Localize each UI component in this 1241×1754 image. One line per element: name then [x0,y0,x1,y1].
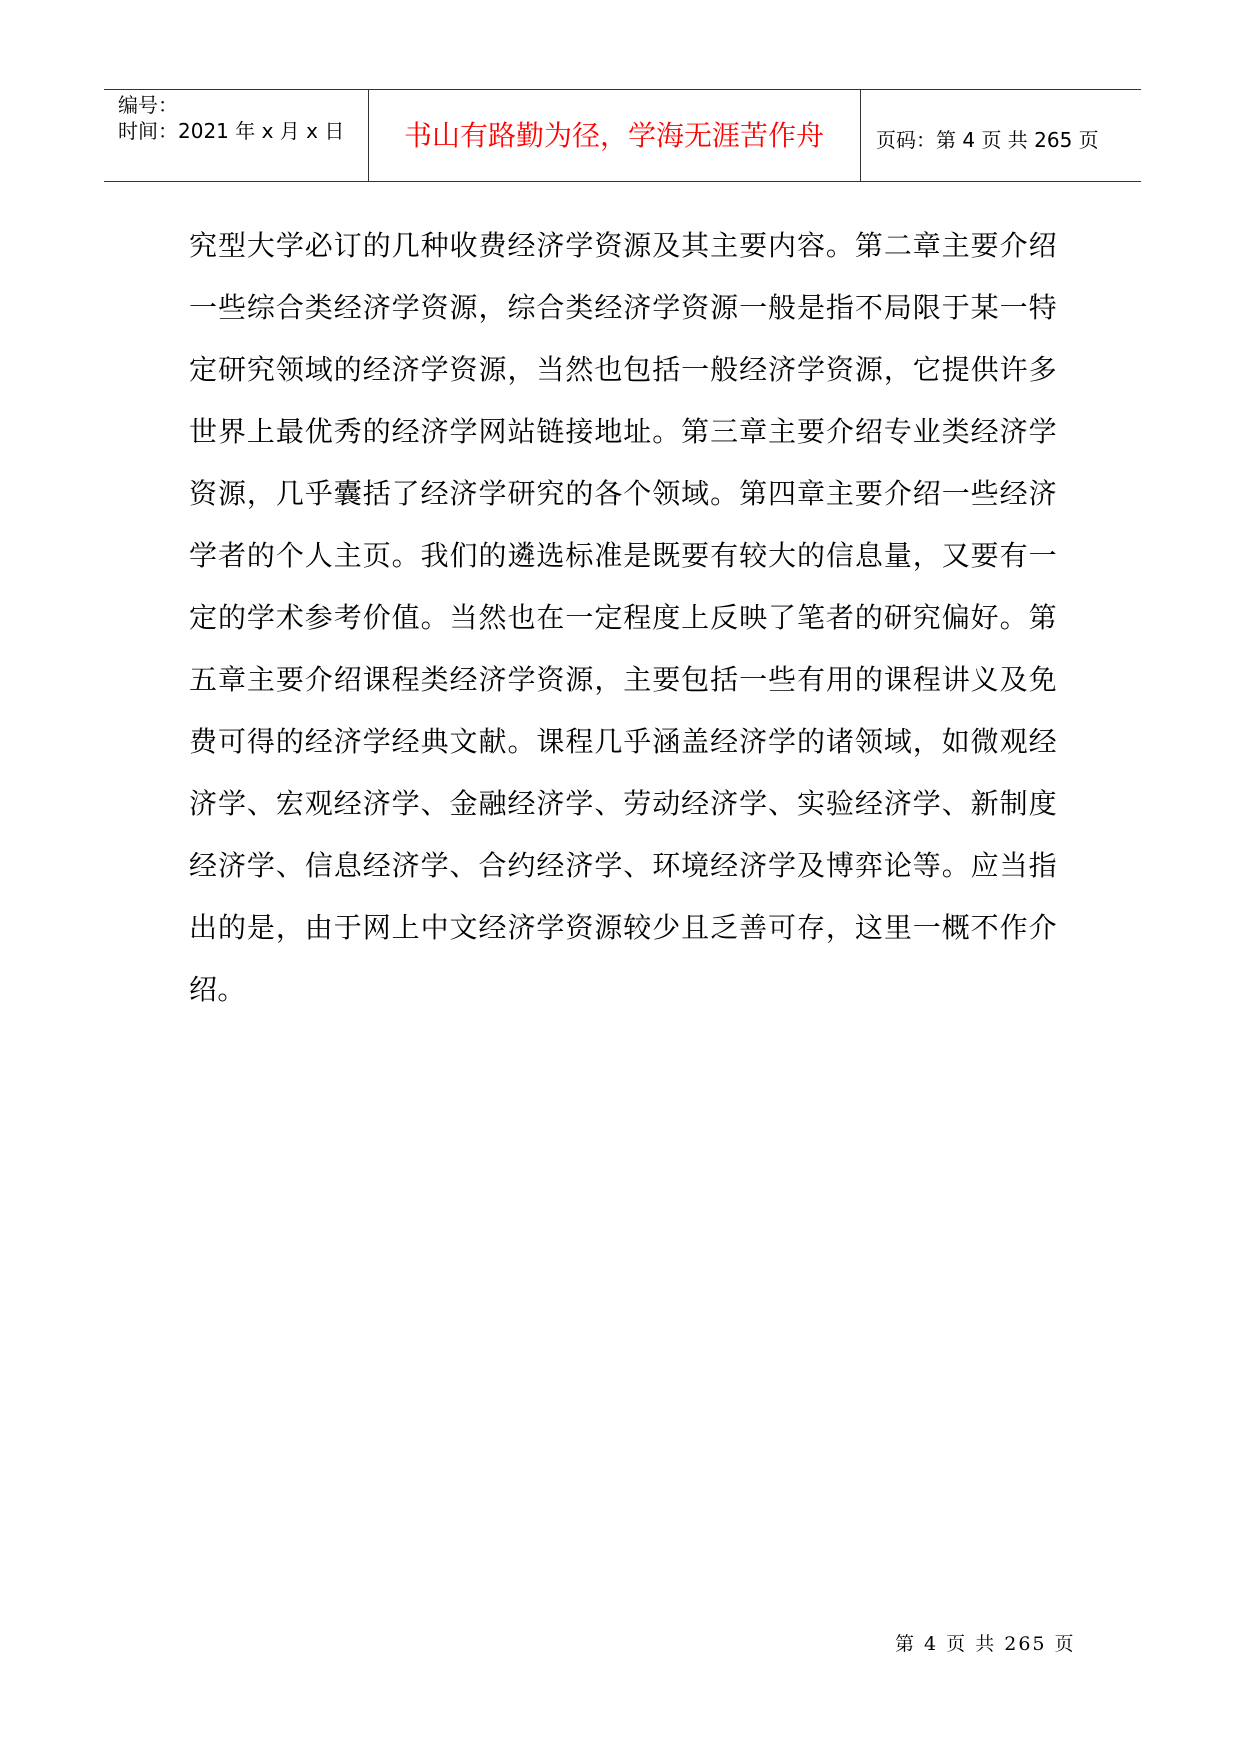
header-motto: 书山有路勤为径，学海无涯苦作舟 [403,119,824,152]
footer-page-number: 第 4 页 共 265 页 [895,1633,1076,1655]
document-number-label: 编号： [118,93,178,117]
document-time-label: 时间：2021 年 x 月 x 日 [118,119,345,143]
header-divider-right [860,90,861,181]
body-paragraph: 究型大学必订的几种收费经济学资源及其主要内容。第二章主要介绍一些综合类经济学资源，综合类经济学资源一般是指不局限于某一特定研究领域的经济学资源，当然也包括一般经济学资源，它提供许多世界上最优秀的经济学网站链接地址。第三章主要介绍专业类经济学资源，几乎囊括了经济学研究的各个领域。第四章主要介绍一些经济学者的个人主页。我们的遴选标准是既要有较大的信息量，又要有一定的学术参考价值。当然也在一定程度上反映了笔者的研究偏好。第五章主要介绍课程类经济学资源，主要包括一些有用的课程讲义及免费可得的经济学经典文献。课程几乎涵盖经济学的诸领域，如微观经济学、宏观经济学、金融经济学、劳动经济学、实验经济学、新制度经济学、信息经济学、合约经济学、环境经济学及博弈论等。应当指出的是，由于网上中文经济学资源较少且乏善可存，这里一概不作介绍。 [189,229,1057,1006]
header-page-code: 页码：第 4 页 共 265 页 [876,128,1099,152]
page-header [104,89,1141,182]
header-divider-left [368,90,369,181]
